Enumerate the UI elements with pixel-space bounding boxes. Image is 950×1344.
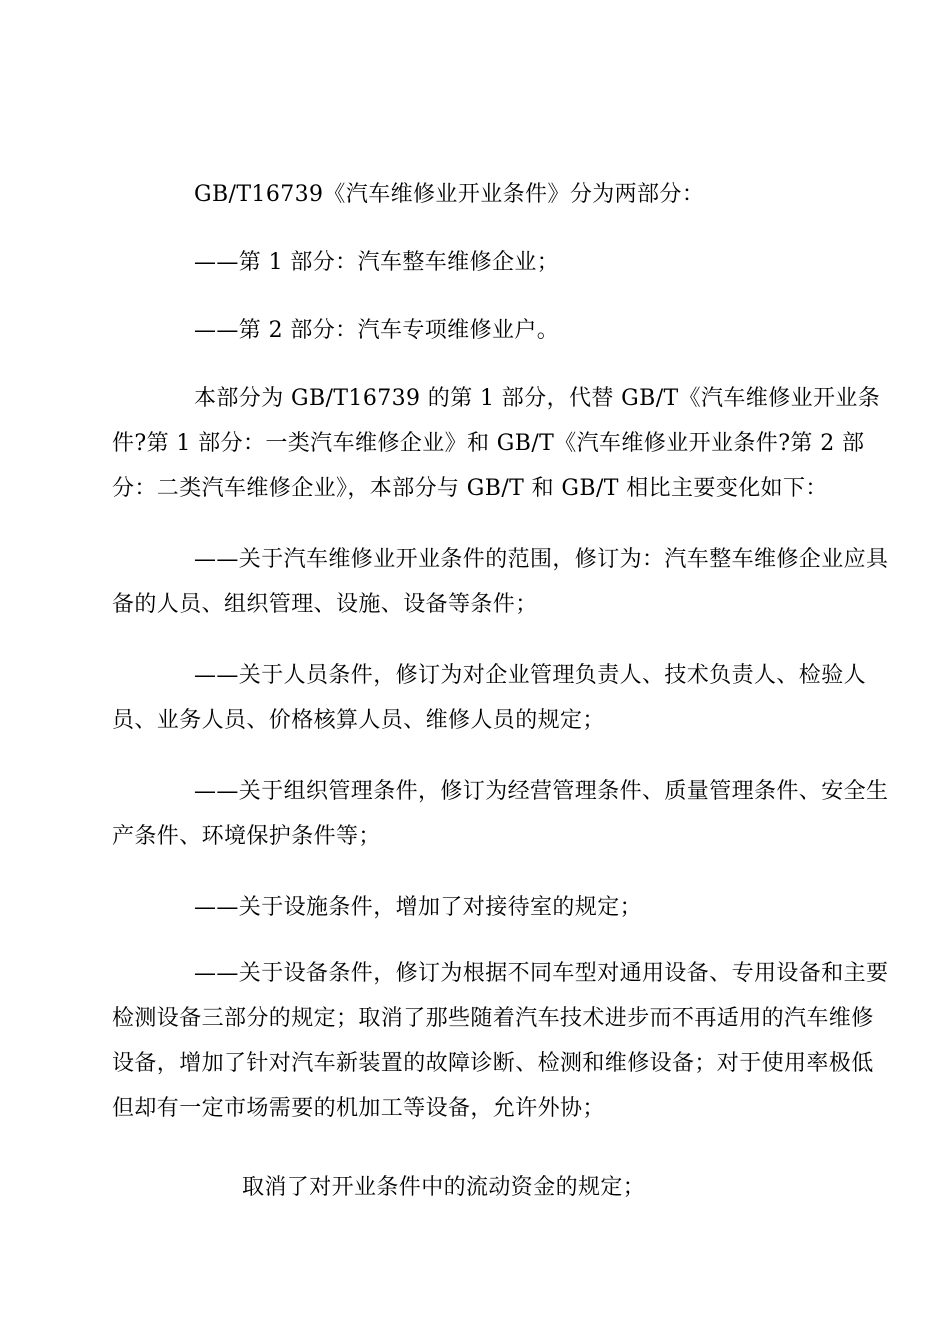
change-personnel-item: ——关于人员条件，修订为对企业管理负责人、技术负责人、检验人员、业务人员、价格核算人员、维修人员的规定； xyxy=(112,663,867,733)
change-equipment-item: ——关于设备条件，修订为根据不同车型对通用设备、专用设备和主要检测设备三部分的规定；取消了那些随着汽车技术进步而不再适用的汽车维修设备，增加了针对汽车新装置的故障诊断、检测和维修设备；对于使用率极低但却有一定市场需要的机加工等设备，允许外协； xyxy=(112,961,889,1121)
change-organization-item: ——关于组织管理条件，修订为经营管理条件、质量管理条件、安全生产条件、环境保护条件等； xyxy=(112,779,889,849)
change-capital-item: 取消了对开业条件中的流动资金的规定； xyxy=(242,1175,646,1200)
replacement-paragraph: 本部分为 GB/T16739 的第 1 部分，代替 GB/T《汽车维修业开业条件?第 1 部分：一类汽车维修企业》和 GB/T《汽车维修业开业条件?第 2 部分：二类汽车维修企业》，本部分与 GB/T 和 GB/T 相比主要变化如下： xyxy=(112,386,881,501)
change-scope-item: ——关于汽车维修业开业条件的范围，修订为：汽车整车维修企业应具备的人员、组织管理、设施、设备等条件； xyxy=(112,547,889,617)
change-facilities-item: ——关于设施条件，增加了对接待室的规定； xyxy=(194,895,643,920)
part-2-item: ——第 2 部分：汽车专项维修业户。 xyxy=(194,318,560,343)
part-1-item: ——第 1 部分：汽车整车维修企业； xyxy=(194,250,560,275)
intro-paragraph: GB/T16739《汽车维修业开业条件》分为两部分： xyxy=(194,182,705,207)
